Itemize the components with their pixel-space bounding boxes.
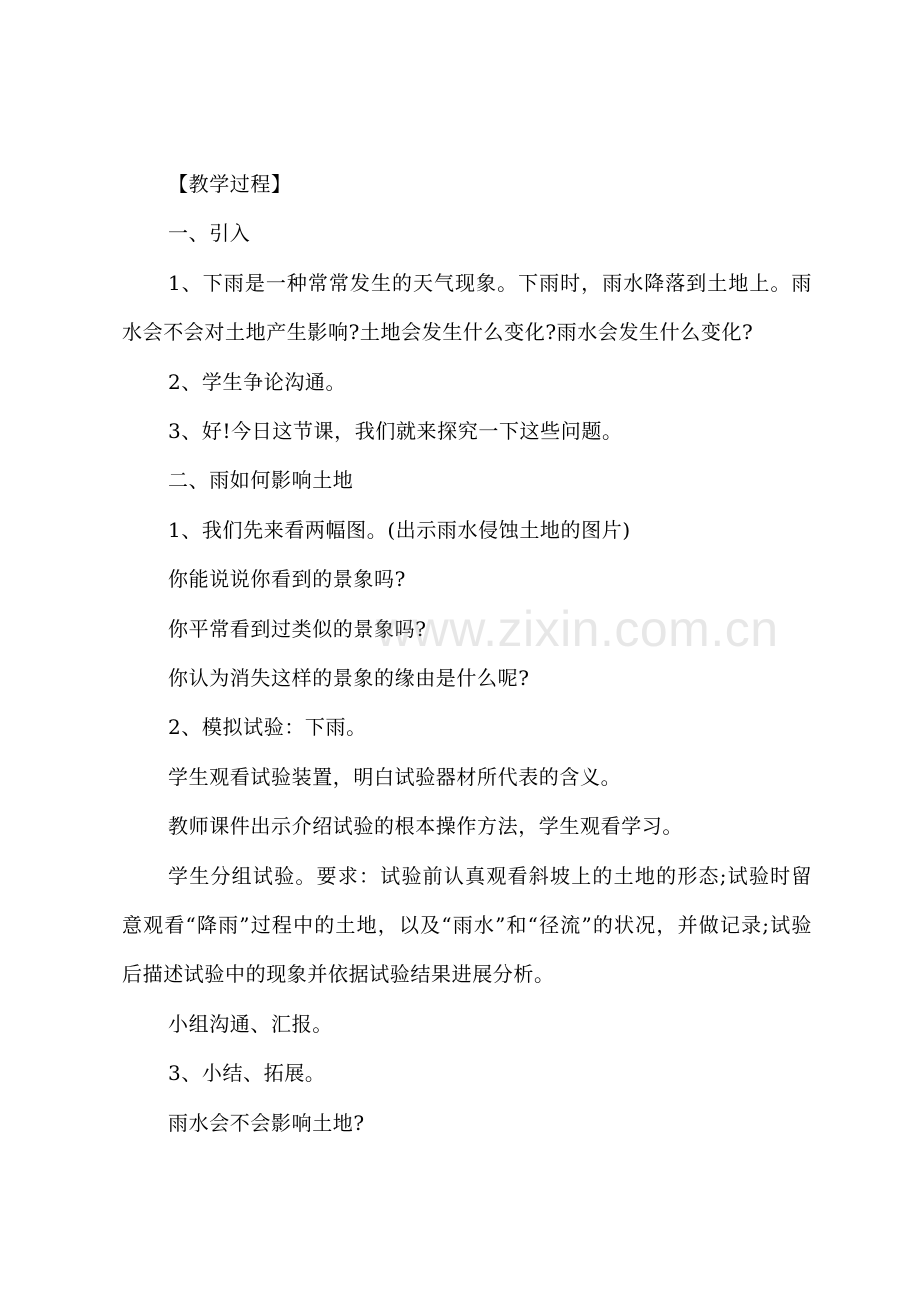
question-seen-similar: 你平常看到过类似的景象吗? bbox=[168, 616, 427, 641]
paragraph-teacher-demo: 教师课件出示介绍试验的根本操作方法，学生观看学习。 bbox=[168, 814, 683, 839]
paragraph-intro-rain: 1、下雨是一种常常发生的天气现象。下雨时，雨水降落到土地上。雨水会不会对土地产生影响?土地会发生什么变化?雨水会发生什么变化? bbox=[122, 270, 812, 345]
section-heading-teaching-process: 【教学过程】 bbox=[168, 172, 292, 196]
paragraph-group-experiment: 学生分组试验。要求：试验前认真观看斜坡上的土地的形态;试验时留意观看“降雨”过程中的土地，以及“雨水”和“径流”的状况，并做记录;试验后描述试验中的现象并依据试验结果进展分析。 bbox=[122, 863, 812, 987]
question-reason: 你认为消失这样的景象的缘由是什么呢? bbox=[168, 665, 530, 690]
paragraph-look-pictures: 1、我们先来看两幅图。(出示雨水侵蚀土地的图片) bbox=[168, 517, 631, 542]
question-rain-affect-land: 雨水会不会影响土地? bbox=[168, 1110, 365, 1135]
paragraph-observe-apparatus: 学生观看试验装置，明白试验器材所代表的含义。 bbox=[168, 764, 622, 789]
subsection-heading-introduction: 一、引入 bbox=[168, 221, 251, 246]
paragraph-explore-questions: 3、好!今日这节课，我们就来探究一下这些问题。 bbox=[168, 418, 623, 443]
paragraph-group-report: 小组沟通、汇报。 bbox=[168, 1011, 333, 1036]
question-describe-scene: 你能说说你看到的景象吗? bbox=[168, 567, 406, 592]
paragraph-summary-extension: 3、小结、拓展。 bbox=[168, 1061, 326, 1086]
paragraph-student-discussion: 2、学生争论沟通。 bbox=[168, 369, 347, 394]
paragraph-simulation-experiment: 2、模拟试验：下雨。 bbox=[168, 715, 367, 740]
subsection-heading-rain-affects-land: 二、雨如何影响土地 bbox=[168, 468, 354, 493]
document-body bbox=[122, 160, 812, 1148]
watermark-text: www.zixin.com.cn bbox=[376, 601, 779, 657]
